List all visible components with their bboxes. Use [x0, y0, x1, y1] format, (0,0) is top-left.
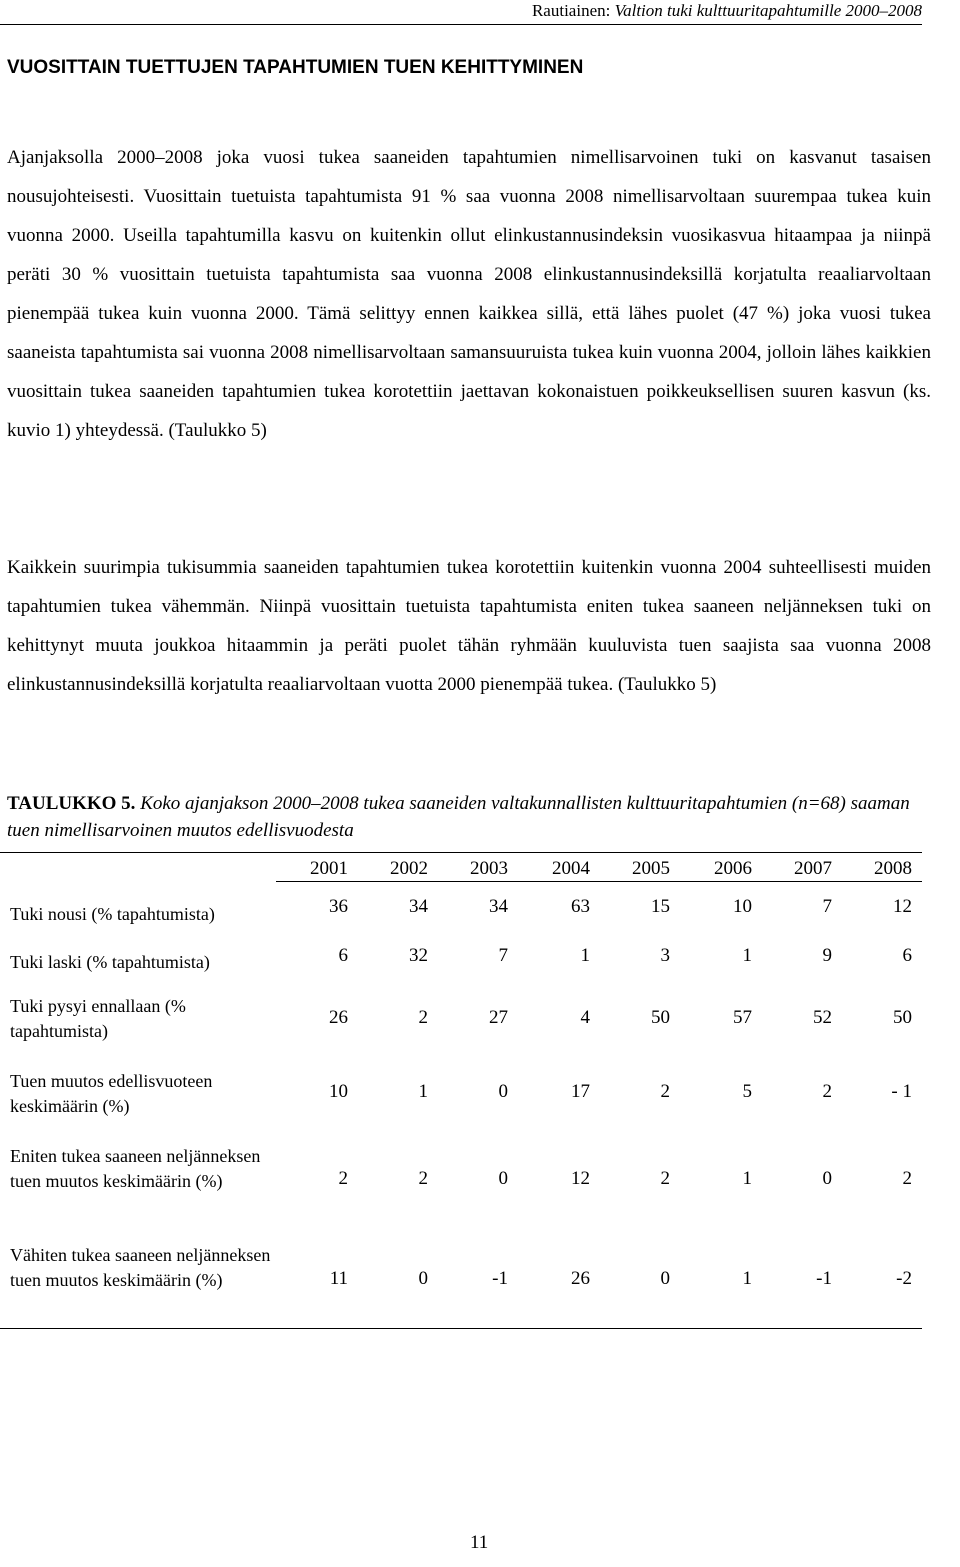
table-cell: 4: [580, 1007, 590, 1028]
table-top-rule: [0, 852, 922, 853]
year-header: 2005: [632, 858, 670, 879]
paragraph-2: Kaikkein suurimpia tukisummia saaneiden tapahtumien tukea korotettiin kuitenkin vuonna 2004 suhteellisesti muiden tapahtumien tukea vähemmän. Niinpä vuosittain tuetuista tapahtumista eniten tukea saaneen neljänneksen tuki on kehittynyt muuta joukkoa hitaammin ja peräti puolet tähän ryhmään kuuluvista tuen saajista saa vuonna 2008 elinkustannusindeksillä korjatulta reaaliarvoltaan vuotta 2000 pienempää tukea. (Taulukko 5): [7, 557, 931, 695]
year-header: 2002: [390, 858, 428, 879]
table-cell: 12: [571, 1168, 590, 1189]
table-cell: 7: [822, 896, 832, 917]
table-cell: 6: [902, 945, 912, 966]
table-cell: 1: [742, 1168, 752, 1189]
year-header: 2006: [714, 858, 752, 879]
running-header-text: [532, 1, 922, 21]
table-header-rule: [276, 881, 922, 882]
table-cell: -1: [816, 1268, 832, 1289]
table-cell: 1: [580, 945, 590, 966]
table-cell: 63: [571, 896, 590, 917]
table-cell: 17: [571, 1081, 590, 1102]
table-cell: 10: [733, 896, 752, 917]
table-cell: 12: [893, 896, 912, 917]
page-number: 11: [470, 1532, 489, 1553]
table-cell: 0: [498, 1081, 508, 1102]
table-cell: 1: [418, 1081, 428, 1102]
table-cell: 36: [329, 896, 348, 917]
table-cell: 52: [813, 1007, 832, 1028]
table-cell: 34: [489, 896, 508, 917]
table-cell: 2: [660, 1081, 670, 1102]
table-cell: 2: [902, 1168, 912, 1189]
year-header: 2007: [794, 858, 832, 879]
table-cell: 32: [409, 945, 428, 966]
table-cell: 2: [418, 1007, 428, 1028]
table-cell: 15: [651, 896, 670, 917]
table-cell: 11: [329, 1268, 348, 1289]
table-cell: 6: [338, 945, 348, 966]
running-header-author: Rautiainen:: [531, 1, 615, 20]
table-cell: - 1: [891, 1081, 912, 1102]
table-row-label: Vähiten tukea saaneen neljänneksen tuen muutos keskimäärin (%): [10, 1245, 271, 1290]
table-cell: -1: [492, 1268, 508, 1289]
table-cell: 0: [498, 1168, 508, 1189]
table-cell: 1: [742, 1268, 752, 1289]
table-cell: 7: [498, 945, 508, 966]
table-cell: 2: [660, 1168, 670, 1189]
table-cell: 26: [329, 1007, 348, 1028]
table-cell: 2: [338, 1168, 348, 1189]
table-cell: 26: [571, 1268, 590, 1289]
table-cell: 5: [742, 1081, 752, 1102]
table-row-label: Eniten tukea saaneen neljänneksen tuen muutos keskimäärin (%): [10, 1146, 261, 1191]
year-header: 2001: [310, 858, 348, 879]
table-cell: 1: [742, 945, 752, 966]
year-header: 2003: [470, 858, 508, 879]
year-header: 2004: [552, 858, 590, 879]
year-header: 2008: [874, 858, 912, 879]
table-cell: 50: [893, 1007, 912, 1028]
table-row-label: Tuki pysyi ennallaan (% tapahtumista): [10, 996, 186, 1041]
running-header: [0, 0, 922, 25]
data-table: [0, 852, 922, 1330]
table-caption: [7, 790, 931, 844]
table-cell: -2: [896, 1268, 912, 1289]
section-heading: VUOSITTAIN TUETTUJEN TAPAHTUMIEN TUEN KEHITTYMINEN: [7, 57, 584, 78]
table-cell: 34: [409, 896, 428, 917]
table-cell: 2: [418, 1168, 428, 1189]
table-row-label: Tuki nousi (% tapahtumista): [10, 904, 215, 924]
table-cell: 0: [418, 1268, 428, 1289]
table-cell: 27: [489, 1007, 508, 1028]
table-row-label: Tuen muutos edellisvuoteen keskimäärin (%): [10, 1071, 213, 1116]
table-caption-label: TAULUKKO 5.: [7, 793, 136, 814]
table-cell: 3: [660, 945, 670, 966]
table-cell: 0: [822, 1168, 832, 1189]
table-bottom-rule: [0, 1328, 922, 1329]
table-row-label: Tuki laski (% tapahtumista): [10, 952, 210, 972]
table-cell: 0: [660, 1268, 670, 1289]
paragraph-1: Ajanjaksolla 2000–2008 joka vuosi tukea saaneiden tapahtumien nimellisarvoinen tuki on kasvanut tasaisen nousujohteisesti. Vuosittain tuetuista tapahtumista 91 % saa vuonna 2008 nimellisarvoltaan suurempaa tukea kuin vuonna 2000. Useilla tapahtumilla kasvu on kuitenkin ollut elinkustannusindeksin vuosikasvua hitaampaa ja niinpä peräti 30 % vuosittain tuetuista tapahtumista saa vuonna 2008 elinkustannusindeksillä korjatulta reaaliarvoltaan pienempää tukea kuin vuonna 2000. Tämä selittyy ennen kaikkea sillä, että lähes puolet (47 %) joka vuosi tukea saaneista tapahtumista sai vuonna 2008 nimellisarvoltaan samansuuruista tukea kuin vuonna 2004, jolloin lähes kaikkien vuosittain tukea saaneiden tapahtumien tukea korotettiin jaettavan kokonaistuen poikkeuksellisen suuren kasvun (ks. kuvio 1) yhteydessä. (Taulukko 5): [7, 147, 931, 441]
running-header-title: Valtion tuki kulttuuritapahtumille 2000–2008: [614, 1, 922, 20]
table-cell: 57: [733, 1007, 752, 1028]
table-cell: 50: [651, 1007, 670, 1028]
table-cell: 2: [822, 1081, 832, 1102]
table-cell: 9: [822, 945, 832, 966]
table-caption-text: Koko ajanjakson 2000–2008 tukea saaneiden valtakunnallisten kulttuuritapahtumien (n=68) saaman tuen nimellisarvoinen muutos edellisvuodesta: [7, 793, 910, 841]
table-cell: 10: [329, 1081, 348, 1102]
